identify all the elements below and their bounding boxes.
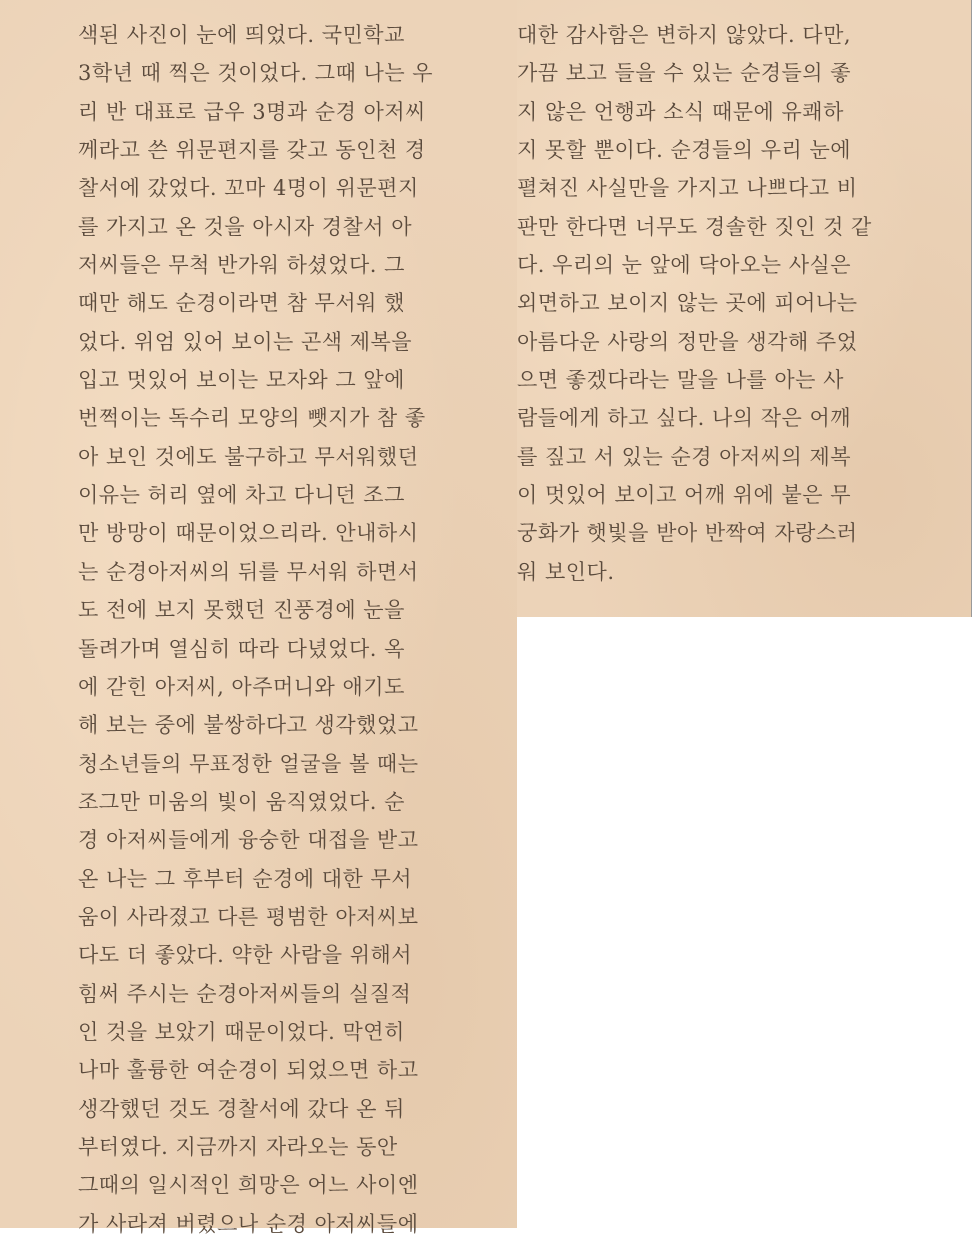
text-line: 가 사라져 버렸으나 순경 아저씨들에 bbox=[78, 1211, 419, 1236]
text-column-right bbox=[517, 16, 872, 591]
text-line: 궁화가 햇빛을 받아 반짝여 자랑스러 bbox=[517, 521, 858, 546]
text-line: 아 보인 것에도 불구하고 무서워했던 bbox=[78, 444, 419, 469]
text-line: 지 못할 뿐이다. 순경들의 우리 눈에 bbox=[517, 138, 852, 163]
text-line: 청소년들의 무표정한 얼굴을 볼 때는 bbox=[78, 751, 419, 776]
text-line: 를 짚고 서 있는 순경 아저씨의 제복 bbox=[517, 444, 852, 469]
text-line: 판만 한다면 너무도 경솔한 짓인 것 같 bbox=[517, 214, 872, 239]
text-line: 람들에게 하고 싶다. 나의 작은 어깨 bbox=[517, 406, 852, 431]
text-line: 그때의 일시적인 희망은 어느 사이엔 bbox=[78, 1173, 419, 1198]
text-line: 대한 감사함은 변하지 않았다. 다만, bbox=[517, 23, 852, 47]
text-line: 는 순경아저씨의 뒤를 무서워 하면서 bbox=[78, 559, 419, 584]
text-line: 부터였다. 지금까지 자라오는 동안 bbox=[78, 1134, 398, 1159]
text-line: 돌려가며 열심히 따라 다녔었다. 옥 bbox=[78, 636, 405, 661]
text-line: 이유는 허리 옆에 차고 다니던 조그 bbox=[78, 483, 405, 508]
text-line: 으면 좋겠다라는 말을 나를 아는 사 bbox=[517, 368, 844, 393]
text-line: 찰서에 갔었다. 꼬마 4명이 위문편지 bbox=[78, 176, 419, 201]
text-line: 이 멋있어 보이고 어깨 위에 붙은 무 bbox=[517, 483, 852, 508]
text-line: 에 갇힌 아저씨, 아주머니와 애기도 bbox=[78, 674, 405, 699]
text-line: 색된 사진이 눈에 띄었다. 국민학교 bbox=[78, 23, 405, 47]
text-line: 께라고 쓴 위문편지를 갖고 동인천 경 bbox=[78, 138, 426, 163]
text-line: 경 아저씨들에게 융숭한 대접을 받고 bbox=[78, 828, 419, 853]
text-line: 펼쳐진 사실만을 가지고 나쁘다고 비 bbox=[517, 176, 858, 201]
text-line: 생각했던 것도 경찰서에 갔다 온 뒤 bbox=[78, 1096, 405, 1121]
text-line: 지 않은 언행과 소식 때문에 유쾌하 bbox=[517, 99, 844, 124]
text-line: 도 전에 보지 못했던 진풍경에 눈을 bbox=[78, 598, 405, 623]
text-line: 워 보인다. bbox=[517, 559, 615, 584]
text-line: 조그만 미움의 빛이 움직였었다. 순 bbox=[78, 789, 405, 814]
text-column-left bbox=[78, 16, 433, 1243]
text-line: 힘써 주시는 순경아저씨들의 실질적 bbox=[78, 981, 412, 1006]
text-line: 다. 우리의 눈 앞에 닥아오는 사실은 bbox=[517, 253, 852, 278]
text-line: 때만 해도 순경이라면 참 무서워 했 bbox=[78, 291, 405, 316]
text-line: 온 나는 그 후부터 순경에 대한 무서 bbox=[78, 866, 413, 891]
text-line: 리 반 대표로 급우 3명과 순경 아저씨 bbox=[78, 99, 426, 124]
text-line: 가끔 보고 들을 수 있는 순경들의 좋 bbox=[517, 61, 852, 86]
text-line: 3학년 때 찍은 것이었다. 그때 나는 우 bbox=[78, 61, 434, 86]
text-line: 인 것을 보았기 때문이었다. 막연히 bbox=[78, 1019, 405, 1044]
text-line: 저씨들은 무척 반가워 하셨었다. 그 bbox=[78, 253, 405, 278]
text-line: 나마 훌륭한 여순경이 되었으면 하고 bbox=[78, 1058, 419, 1083]
text-line: 해 보는 중에 불쌍하다고 생각했었고 bbox=[78, 713, 419, 738]
text-line: 를 가지고 온 것을 아시자 경찰서 아 bbox=[78, 214, 413, 239]
text-line: 아름다운 사랑의 정만을 생각해 주었 bbox=[517, 329, 858, 354]
text-line: 움이 사라졌고 다른 평범한 아저씨보 bbox=[78, 904, 419, 929]
text-line: 입고 멋있어 보이는 모자와 그 앞에 bbox=[78, 368, 405, 393]
text-line: 외면하고 보이지 않는 곳에 피어나는 bbox=[517, 291, 858, 316]
text-line: 었다. 위엄 있어 보이는 곤색 제복을 bbox=[78, 329, 413, 354]
text-line: 번쩍이는 독수리 모양의 뺏지가 참 좋 bbox=[78, 406, 426, 431]
text-line: 다도 더 좋았다. 약한 사람을 위해서 bbox=[78, 943, 413, 968]
text-line: 만 방망이 때문이었으리라. 안내하시 bbox=[78, 521, 419, 546]
